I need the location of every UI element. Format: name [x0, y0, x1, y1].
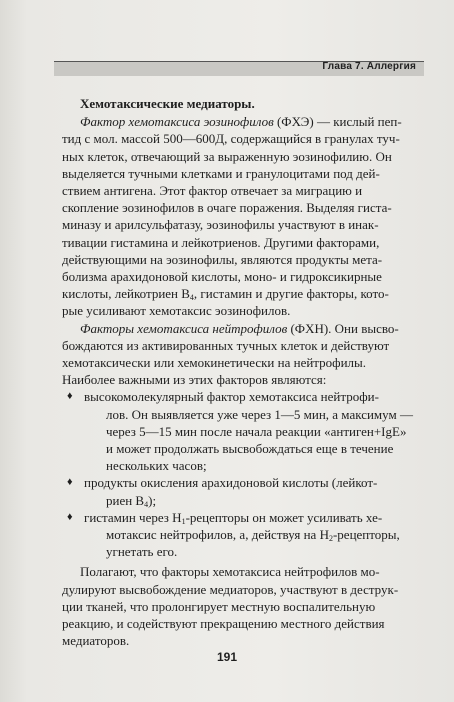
text-span: , гистамин и другие факторы, кото- — [193, 286, 389, 302]
text-line: дулируют высвобождение медиаторов, участвуют в деструк- — [62, 581, 399, 597]
paragraph-neutrophil-factors — [62, 320, 407, 389]
text-span: ); — [148, 492, 157, 508]
text-line: бождаются из активированных тучных клеток и действуют — [62, 337, 390, 353]
text-line — [62, 113, 407, 130]
text-span: мотаксис нейтрофилов, а, действуя на Н — [106, 527, 329, 543]
text-line: выделяется тучными клетками и гранулоцитами под дей- — [62, 165, 380, 181]
text-span: (ФХЭ) — кислый пеп- — [276, 114, 402, 130]
running-header — [54, 61, 424, 76]
text-line: лов. Он выявляется уже через 1—5 мин, а максимум — — [106, 406, 413, 422]
diamond-bullet-icon: ♦ — [67, 510, 73, 523]
text-line: и может продолжать высвобождаться еще в течение — [106, 441, 394, 457]
text-line: угнетать его. — [106, 544, 178, 560]
page-number: 191 — [216, 650, 238, 664]
text-span: гистамин через Н — [84, 509, 182, 525]
text-line: реакцию, и содействуют прекращению местного действия — [62, 616, 385, 632]
subscript: 4 — [144, 499, 149, 509]
text-line: тивации гистамина и лейкотриенов. Другими факторами, — [62, 234, 380, 250]
text-line — [62, 320, 407, 337]
text-line — [62, 474, 407, 491]
subscript: 4 — [189, 293, 194, 303]
text-line — [62, 492, 407, 509]
text-span: -рецепторы он может усиливать хе- — [185, 509, 383, 525]
text-line: ции тканей, что пролонгирует местную воспалительную — [62, 598, 376, 614]
text-span: (ФХН). Они высво- — [290, 320, 399, 336]
term-eosinophil-factor: Фактор хемотаксиса эозинофилов — [80, 114, 274, 130]
list-item — [62, 509, 407, 561]
diamond-bullet-icon: ♦ — [67, 476, 73, 489]
text-line: Наиболее важными из этих факторов являются: — [62, 372, 327, 388]
paragraph-conclusion — [62, 563, 407, 649]
text-line: Полагают, что факторы хемотаксиса нейтрофилов мо- — [80, 564, 380, 580]
text-span: продукты окисления арахидоновой кислоты (лейкот- — [84, 475, 378, 491]
text-line: ствием антигена. Этот фактор отвечает за миграцию и — [62, 183, 363, 199]
paragraph-eosinophil-factor — [62, 113, 407, 319]
text-line: нескольких часов; — [106, 458, 207, 474]
text-line: скопление эозинофилов в очаге поражения. Выделяя гиста- — [62, 200, 392, 216]
text-line: действующими на эозинофилы, являются продукты мета- — [62, 251, 383, 267]
text-line: миназу и арилсульфатазу, эозинофилы участвуют в инак- — [62, 217, 379, 233]
bullet-list — [62, 388, 413, 560]
text-line — [62, 285, 407, 302]
text-span: кислоты, лейкотриен В — [62, 286, 190, 302]
text-span: -рецепторы, — [332, 527, 400, 543]
text-line: тид с мол. массой 500—600Д, содержащийся в гранулах туч- — [62, 131, 400, 147]
text-line — [62, 388, 407, 405]
text-line: болизма арахидоновой кислоты, моно- и гидроксикирные — [62, 269, 382, 285]
list-item — [62, 388, 413, 474]
subscript: 2 — [328, 534, 333, 544]
page-body — [62, 95, 413, 650]
text-line: через 5—15 мин после начала реакции «антиген+IgE» — [106, 423, 407, 439]
subscript: 1 — [181, 516, 186, 526]
diamond-bullet-icon: ♦ — [67, 390, 73, 403]
text-line: медиаторов. — [62, 633, 130, 649]
section-title: Хемотаксические медиаторы. — [80, 96, 255, 111]
text-line — [62, 526, 407, 543]
text-line — [62, 509, 407, 526]
text-line: хемотаксически или хемокинетически на нейтрофилы. — [62, 355, 366, 371]
text-span: высокомолекулярный фактор хемотаксиса нейтрофи- — [84, 389, 379, 405]
text-span: риен В — [106, 492, 145, 508]
text-line: ных клеток, отвечающий за выраженную эозинофилию. Он — [62, 148, 392, 164]
list-item — [62, 474, 407, 508]
chapter-title: Глава 7. Аллергия — [322, 61, 416, 72]
text-line: рые усиливают хемотаксис эозинофилов. — [62, 303, 291, 319]
term-neutrophil-factors: Факторы хемотаксиса нейтрофилов — [80, 320, 288, 336]
